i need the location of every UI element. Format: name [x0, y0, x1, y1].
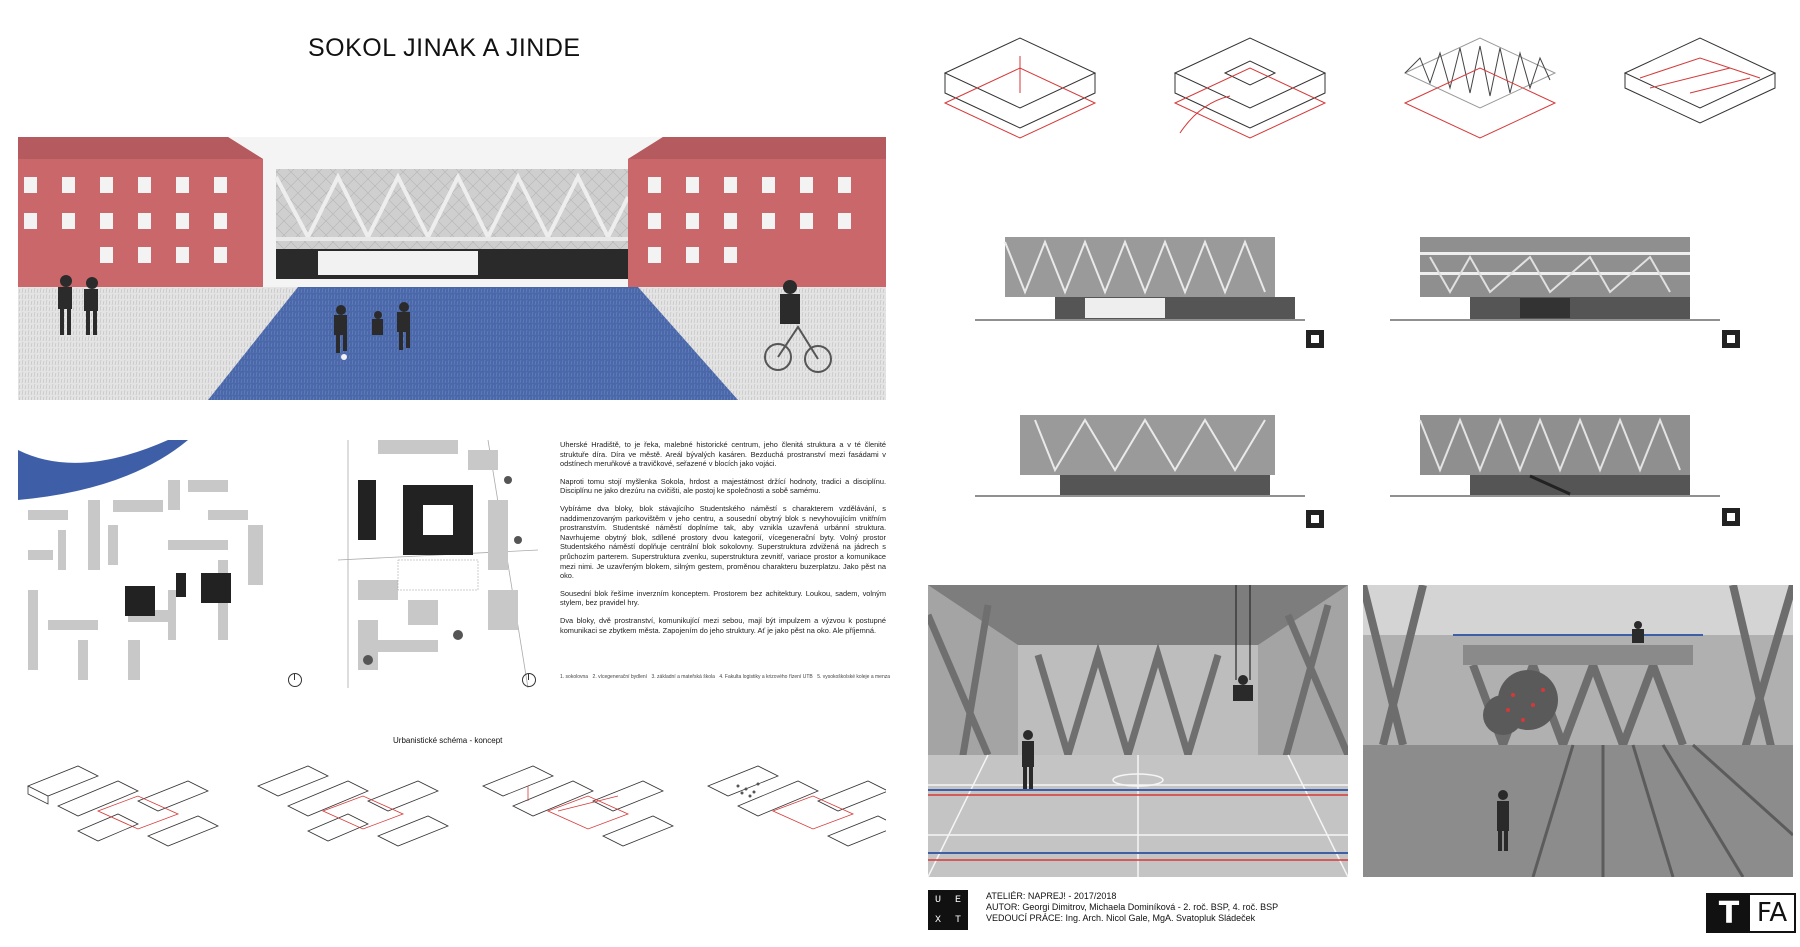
- essay-paragraph: Uherské Hradiště, to je řeka, malebné historické centrum, jeho členitá struktura a v té členité struktuře díra. Díra ve městě. Areál bývalých kasáren. Bezduchá prostranství mezi fasádami v odstínech meruňkové a travičkové, seřazené v blocích jako vojáci.: [560, 440, 886, 469]
- uext-letter: U: [934, 894, 941, 906]
- concept-axonometrics: [930, 18, 1792, 158]
- credits: [986, 891, 1278, 924]
- faculty-logo-t: T: [1708, 895, 1750, 931]
- essay-paragraph: Naproti tomu stojí myšlenka Sokola, hrdost a majestátnost držící hodnoty, tradici a disciplínu. Disciplínu ne jako drezúru na cvičišti, ale postoj ke společnosti a sobě samému.: [560, 476, 886, 496]
- hero-render-drawing: [18, 137, 886, 400]
- legend-item: 3. základní a mateřská škola: [651, 674, 715, 680]
- orientation-icon: [1722, 508, 1740, 526]
- orientation-icon: [1306, 330, 1324, 348]
- interior-render-sports-hall: [928, 585, 1348, 877]
- project-description: [560, 440, 886, 643]
- legend-item: 5. vysokoškolské koleje a menza: [817, 674, 890, 680]
- credits-studio: ATELIÉR: NAPREJ! - 2017/2018: [986, 891, 1117, 901]
- poster-title: SOKOL JINAK A JINDE: [308, 34, 581, 62]
- credits-authors: AUTOR: Georgi Dimitrov, Michaela Dominíková - 2. roč. BSP, 4. roč. BSP: [986, 902, 1279, 912]
- urban-schemes: [18, 756, 886, 876]
- orientation-icon: [1722, 330, 1740, 348]
- schema-title: Urbanistické schéma - koncept: [393, 736, 503, 745]
- uext-letter: T: [954, 914, 961, 926]
- faculty-logo-fa: FA: [1756, 898, 1788, 928]
- elevation-west: [1390, 410, 1720, 510]
- hero-render: [18, 137, 886, 400]
- site-plan-detail: [338, 440, 538, 688]
- plan-legend: [560, 674, 890, 680]
- uext-letter: E: [954, 894, 961, 906]
- legend-item: 1. sokolovna: [560, 674, 589, 680]
- elevation-east: [975, 410, 1305, 510]
- uext-letter: X: [934, 914, 941, 926]
- elevation-south: [1390, 232, 1720, 332]
- north-arrow-icon: [288, 673, 302, 687]
- faculty-logo: [1706, 893, 1796, 933]
- essay-paragraph: Dva bloky, dvě prostranství, komunikující mezi sebou, mají být impulzem a výzvou k postupné komunikaci se zbytkem města. Zapojením do jeho struktury. Ať je jako pěst na oko. Ale příjemná.: [560, 615, 886, 635]
- essay-paragraph: Vybíráme dva bloky, blok stávajícího Studentského náměstí s charakterem vzdělávání, s naddimenzovaným parkovištěm v jeho centru, a sousední obytný blok s nevyhovujícím vnitřním prostranstvím. Studentské náměstí doplníme tak, aby vznikla uzavřená urbánní struktura. Navrhujeme obytný blok, sdílené prostory dvou kategorií, vícegenerační byty. Volný prostor Studentského náměstí doplňuje centrální blok sokolovny. Superstruktura zdvižená na jádrech s průchozím parterem. Superstruktura zvenku, superstruktura zevnitř, variace prostor a komunikace mezi nimi. Je uzavřeným blokem, silným gestem, proměnou charakteru buzerplatzu. Jako pěst na oko.: [560, 503, 886, 581]
- credits-supervisors: VEDOUCÍ PRÁCE: Ing. Arch. Nicol Gale, MgA. Svatopluk Sládeček: [986, 913, 1256, 923]
- elevation-north: [975, 232, 1305, 332]
- orientation-icon: [1306, 510, 1324, 528]
- legend-item: 4. Fakulta logistiky a krizového řízení UTB: [719, 674, 813, 680]
- north-arrow-icon: [522, 673, 536, 687]
- essay-paragraph: Sousední blok řešíme inverzním konceptem. Prostorem bez achitektury. Loukou, sadem, volným stylem, bez pravidel hry.: [560, 588, 886, 608]
- site-plan-wide: [18, 440, 286, 688]
- interior-render-atrium: [1363, 585, 1793, 877]
- uext-logo: [928, 890, 968, 930]
- legend-item: 2. vícegenerační bydlení: [592, 674, 648, 680]
